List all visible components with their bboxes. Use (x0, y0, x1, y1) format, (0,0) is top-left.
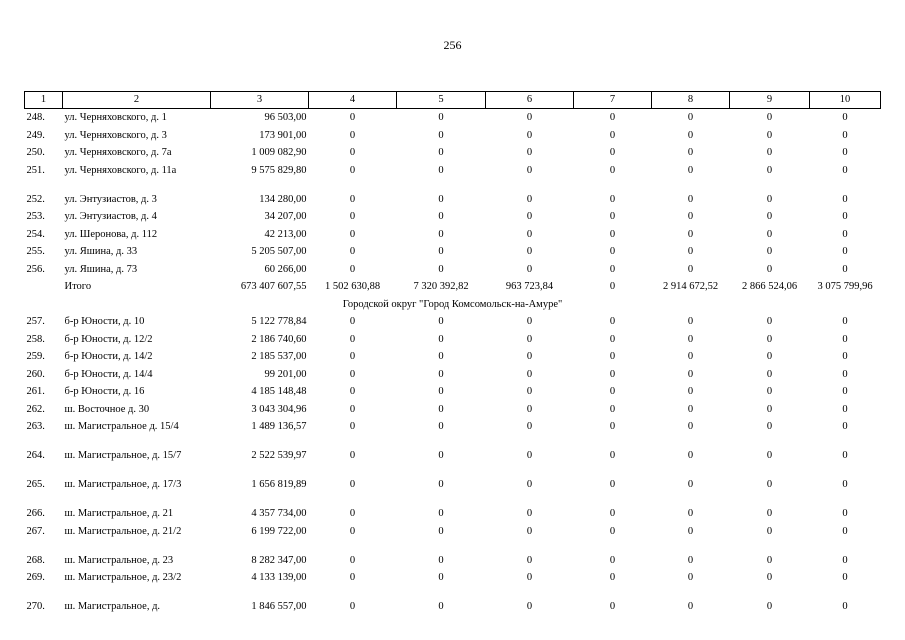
row-amount: 42 213,00 (264, 228, 307, 240)
row-amount: 3 043 304,96 (251, 403, 307, 415)
row-value: 0 (349, 211, 356, 222)
table-row (25, 130, 881, 148)
row-value: 0 (526, 368, 533, 380)
row-value: 0 (687, 368, 694, 380)
row-value: 0 (438, 572, 444, 583)
row-value: 0 (526, 601, 533, 612)
row-value: 0 (349, 164, 356, 176)
row-value: 0 (842, 316, 848, 327)
row-address: ш. Магистральное д. 15/4 (64, 421, 179, 432)
row-value: 0 (766, 554, 773, 566)
table-row (25, 601, 881, 619)
table-row (25, 386, 881, 404)
row-value: 0 (842, 129, 848, 141)
row-value: 0 (766, 316, 773, 327)
row-value: 0 (687, 601, 694, 612)
row-value: 0 (349, 129, 356, 141)
row-value: 0 (687, 246, 694, 257)
row-value: 0 (766, 368, 773, 380)
row-value: 0 (609, 368, 616, 380)
row-value: 0 (349, 525, 356, 537)
table-row (25, 246, 881, 264)
row-value: 0 (609, 211, 616, 222)
data-table (24, 91, 881, 619)
row-value: 0 (349, 479, 356, 490)
row-number: 250. (26, 147, 45, 158)
row-number: 260. (26, 368, 45, 380)
row-value: 0 (526, 193, 533, 205)
row-value: 0 (349, 228, 356, 240)
row-number: 267. (26, 525, 45, 537)
row-value: 0 (609, 479, 616, 490)
row-number: 249. (26, 129, 45, 141)
row-value: 0 (687, 421, 694, 432)
header-cell: 4 (309, 92, 397, 109)
row-value: 0 (526, 263, 533, 275)
row-value: 0 (438, 450, 444, 461)
row-value: 0 (687, 129, 694, 141)
table-row (25, 404, 881, 422)
total-value: 963 723,84 (505, 281, 554, 292)
section-row (25, 299, 881, 317)
row-value: 0 (349, 554, 356, 566)
row-value: 0 (766, 386, 773, 397)
table-row (25, 229, 881, 247)
row-value: 0 (609, 403, 616, 415)
row-value: 0 (438, 554, 444, 566)
row-value: 0 (687, 333, 694, 345)
row-value: 0 (349, 316, 356, 327)
table-row (25, 147, 881, 165)
row-amount: 4 357 734,00 (251, 508, 307, 519)
row-value: 0 (526, 403, 533, 415)
row-number: 251. (26, 164, 45, 176)
row-value: 0 (687, 351, 694, 362)
row-amount: 4 133 139,00 (251, 572, 307, 583)
table-row (25, 479, 881, 508)
row-value: 0 (766, 164, 773, 176)
row-number: 258. (26, 333, 45, 345)
row-value: 0 (438, 112, 444, 123)
row-value: 0 (687, 572, 694, 583)
row-number: 269. (26, 572, 45, 583)
row-value: 0 (687, 316, 694, 327)
row-number: 259. (26, 351, 45, 362)
row-value: 0 (438, 316, 444, 327)
total-value: 1 502 630,88 (324, 281, 381, 292)
row-value: 0 (687, 164, 694, 176)
row-value: 0 (842, 421, 848, 432)
row-value: 0 (766, 228, 773, 240)
row-address: б-р Юности, д. 14/4 (64, 368, 153, 380)
row-value: 0 (609, 246, 616, 257)
row-value: 0 (766, 525, 773, 537)
row-number: 248. (26, 112, 45, 123)
row-value: 0 (349, 112, 356, 123)
row-address: ш. Магистральное, д. 23 (64, 554, 174, 566)
row-value: 0 (609, 112, 616, 123)
row-value: 0 (438, 193, 444, 205)
row-amount: 8 282 347,00 (251, 554, 307, 566)
header-cell: 2 (63, 92, 211, 109)
row-value: 0 (766, 147, 773, 158)
row-amount: 2 185 537,00 (251, 351, 307, 362)
row-value: 0 (842, 403, 848, 415)
row-value: 0 (526, 351, 533, 362)
row-amount: 134 280,00 (259, 193, 307, 205)
row-value: 0 (349, 508, 356, 519)
row-address: ш. Магистральное, д. 15/7 (64, 450, 182, 461)
row-value: 0 (842, 525, 848, 537)
row-amount: 9 575 829,80 (251, 164, 307, 176)
row-value: 0 (349, 333, 356, 345)
row-value: 0 (526, 525, 533, 537)
row-value: 0 (609, 508, 616, 519)
row-number: 254. (26, 228, 45, 240)
row-value: 0 (526, 211, 533, 222)
row-value: 0 (609, 554, 616, 566)
row-value: 0 (609, 421, 616, 432)
row-address: ул. Энтузиастов, д. 3 (64, 193, 157, 205)
row-value: 0 (438, 333, 444, 345)
row-value: 0 (766, 479, 773, 490)
row-number: 265. (26, 479, 45, 490)
table-body (25, 109, 881, 619)
row-value: 0 (526, 112, 533, 123)
header-cell: 10 (810, 92, 881, 109)
row-number: 252. (26, 193, 45, 205)
row-value: 0 (438, 228, 444, 240)
row-amount: 5 122 778,84 (251, 316, 307, 327)
row-value: 0 (609, 601, 616, 612)
table-row (25, 351, 881, 369)
header-cell: 7 (574, 92, 652, 109)
row-value: 0 (842, 386, 848, 397)
total-number (25, 281, 63, 299)
row-value: 0 (438, 164, 444, 176)
total-value: 3 075 799,96 (817, 281, 873, 292)
row-value: 0 (766, 421, 773, 432)
row-value: 0 (438, 246, 444, 257)
total-value: 2 866 524,06 (741, 281, 798, 292)
row-value: 0 (842, 351, 848, 362)
row-value: 0 (526, 554, 533, 566)
row-value: 0 (349, 601, 356, 612)
row-address: ул. Шеронова, д. 112 (64, 228, 158, 240)
row-value: 0 (438, 129, 444, 141)
row-value: 0 (438, 368, 444, 380)
row-value: 0 (842, 228, 848, 240)
row-amount: 6 199 722,00 (251, 525, 307, 537)
row-address: ш. Магистральное, д. (64, 601, 161, 612)
row-address: ш. Магистральное, д. 23/2 (64, 572, 182, 583)
total-value: 2 914 672,52 (662, 281, 719, 292)
row-value: 0 (349, 421, 356, 432)
row-value: 0 (526, 228, 533, 240)
table-row (25, 450, 881, 479)
row-value: 0 (842, 333, 848, 345)
row-value: 0 (526, 164, 533, 176)
table-row (25, 555, 881, 573)
header-cell: 8 (652, 92, 730, 109)
row-value: 0 (766, 129, 773, 141)
table-row (25, 165, 881, 194)
row-value: 0 (609, 450, 616, 461)
row-value: 0 (609, 164, 616, 176)
row-value: 0 (438, 351, 444, 362)
row-value: 0 (687, 554, 694, 566)
row-value: 0 (609, 228, 616, 240)
total-row (25, 281, 881, 299)
row-value: 0 (526, 316, 533, 327)
table-row (25, 194, 881, 212)
table-row (25, 316, 881, 334)
row-value: 0 (842, 246, 848, 257)
row-value: 0 (438, 263, 444, 275)
row-number: 266. (26, 508, 45, 519)
table-row (25, 572, 881, 601)
row-value: 0 (842, 211, 848, 222)
row-value: 0 (349, 246, 356, 257)
row-value: 0 (526, 333, 533, 345)
table-row (25, 109, 881, 130)
row-number: 270. (26, 601, 45, 612)
row-value: 0 (438, 421, 444, 432)
row-address: ул. Яшина, д. 73 (64, 263, 138, 275)
row-address: ш. Магистральное, д. 21/2 (64, 525, 182, 537)
row-amount: 5 205 507,00 (251, 246, 307, 257)
row-amount: 173 901,00 (259, 129, 307, 141)
row-value: 0 (687, 263, 694, 275)
table-row (25, 369, 881, 387)
row-value: 0 (526, 129, 533, 141)
table-row (25, 264, 881, 282)
row-value: 0 (687, 211, 694, 222)
row-value: 0 (687, 450, 694, 461)
row-value: 0 (609, 147, 616, 158)
header-cell: 6 (486, 92, 574, 109)
row-value: 0 (766, 333, 773, 345)
section-title: Городской округ "Город Комсомольск-на-Амуре" (342, 298, 563, 310)
row-amount: 99 201,00 (264, 368, 307, 380)
row-value: 0 (766, 263, 773, 275)
table-row (25, 211, 881, 229)
table-row (25, 526, 881, 555)
row-value: 0 (349, 403, 356, 415)
row-number: 253. (26, 211, 45, 222)
row-address: ул. Яшина, д. 33 (64, 246, 138, 257)
row-value: 0 (438, 508, 444, 519)
row-value: 0 (526, 246, 533, 257)
row-number: 255. (26, 246, 45, 257)
row-amount: 1 656 819,89 (251, 479, 307, 490)
row-address: ул. Энтузиастов, д. 4 (64, 211, 157, 222)
row-value: 0 (842, 572, 848, 583)
row-amount: 1 489 136,57 (251, 421, 307, 432)
row-value: 0 (687, 479, 694, 490)
row-value: 0 (687, 147, 694, 158)
row-value: 0 (842, 193, 848, 205)
row-value: 0 (438, 211, 444, 222)
row-value: 0 (438, 147, 444, 158)
row-amount: 34 207,00 (264, 211, 307, 222)
row-value: 0 (438, 601, 444, 612)
header-cell: 9 (730, 92, 810, 109)
row-value: 0 (349, 263, 356, 275)
row-value: 0 (842, 112, 848, 123)
table-row (25, 508, 881, 526)
row-address: б-р Юности, д. 12/2 (64, 333, 153, 345)
table-row (25, 421, 881, 450)
row-value: 0 (842, 450, 848, 461)
row-value: 0 (842, 508, 848, 519)
row-value: 0 (526, 421, 533, 432)
row-amount: 96 503,00 (264, 112, 307, 123)
row-value: 0 (349, 386, 356, 397)
row-value: 0 (687, 228, 694, 240)
row-value: 0 (687, 525, 694, 537)
row-value: 0 (349, 351, 356, 362)
row-value: 0 (349, 147, 356, 158)
row-value: 0 (609, 263, 616, 275)
row-value: 0 (842, 164, 848, 176)
row-value: 0 (766, 193, 773, 205)
row-number: 256. (26, 263, 45, 275)
row-value: 0 (842, 368, 848, 380)
row-value: 0 (609, 351, 616, 362)
row-address: ул. Черняховского, д. 1 (64, 112, 167, 123)
row-amount: 60 266,00 (264, 263, 307, 275)
row-value: 0 (438, 386, 444, 397)
total-value: 0 (609, 281, 616, 292)
total-value: 7 320 392,82 (413, 281, 469, 292)
header-cell: 3 (211, 92, 309, 109)
row-number: 262. (26, 403, 45, 415)
row-value: 0 (349, 572, 356, 583)
row-value: 0 (842, 263, 848, 275)
row-value: 0 (349, 450, 356, 461)
row-value: 0 (526, 508, 533, 519)
row-value: 0 (438, 525, 444, 537)
row-address: ш. Магистральное, д. 17/3 (64, 479, 182, 490)
row-value: 0 (842, 554, 848, 566)
row-value: 0 (842, 147, 848, 158)
row-value: 0 (526, 479, 533, 490)
row-address: ул. Черняховского, д. 3 (64, 129, 167, 141)
row-value: 0 (438, 479, 444, 490)
row-address: ул. Черняховского, д. 11а (64, 164, 177, 176)
row-number: 263. (26, 421, 45, 432)
row-value: 0 (609, 193, 616, 205)
row-value: 0 (526, 386, 533, 397)
row-value: 0 (687, 508, 694, 519)
row-value: 0 (609, 333, 616, 345)
row-number: 261. (26, 386, 45, 397)
row-value: 0 (438, 403, 444, 415)
row-value: 0 (609, 129, 616, 141)
row-value: 0 (609, 525, 616, 537)
row-amount: 4 185 148,48 (251, 386, 307, 397)
row-number: 264. (26, 450, 45, 461)
row-address: б-р Юности, д. 16 (64, 386, 145, 397)
row-value: 0 (842, 601, 848, 612)
row-address: б-р Юности, д. 14/2 (64, 351, 153, 362)
row-value: 0 (687, 193, 694, 205)
row-address: ш. Магистральное, д. 21 (64, 508, 174, 519)
row-value: 0 (766, 246, 773, 257)
row-address: б-р Юности, д. 10 (64, 316, 145, 327)
row-number: 268. (26, 554, 45, 566)
row-value: 0 (766, 601, 773, 612)
row-value: 0 (766, 112, 773, 123)
row-amount: 1 846 557,00 (251, 601, 307, 612)
row-value: 0 (687, 112, 694, 123)
row-number: 257. (26, 316, 45, 327)
row-amount: 2 522 539,97 (251, 450, 307, 461)
table-row (25, 334, 881, 352)
row-value: 0 (766, 351, 773, 362)
row-value: 0 (766, 572, 773, 583)
row-value: 0 (687, 386, 694, 397)
row-value: 0 (526, 450, 533, 461)
row-address: ул. Черняховского, д. 7а (64, 147, 172, 158)
row-value: 0 (609, 316, 616, 327)
row-value: 0 (842, 479, 848, 490)
row-value: 0 (526, 572, 533, 583)
row-amount: 1 009 082,90 (251, 147, 307, 158)
header-cell: 5 (397, 92, 486, 109)
row-value: 0 (766, 450, 773, 461)
row-value: 0 (609, 386, 616, 397)
row-value: 0 (766, 403, 773, 415)
row-value: 0 (349, 193, 356, 205)
page-number: 256 (443, 38, 462, 52)
row-value: 0 (766, 211, 773, 222)
row-value: 0 (687, 403, 694, 415)
total-amount: 673 407 607,55 (240, 281, 307, 292)
row-value: 0 (349, 368, 356, 380)
row-amount: 2 186 740,60 (251, 333, 307, 345)
header-cell: 1 (25, 92, 63, 109)
row-value: 0 (609, 572, 616, 583)
row-value: 0 (766, 508, 773, 519)
total-label: Итого (64, 281, 92, 292)
row-value: 0 (526, 147, 533, 158)
header-row (25, 92, 881, 109)
row-address: ш. Восточное д. 30 (64, 403, 150, 415)
